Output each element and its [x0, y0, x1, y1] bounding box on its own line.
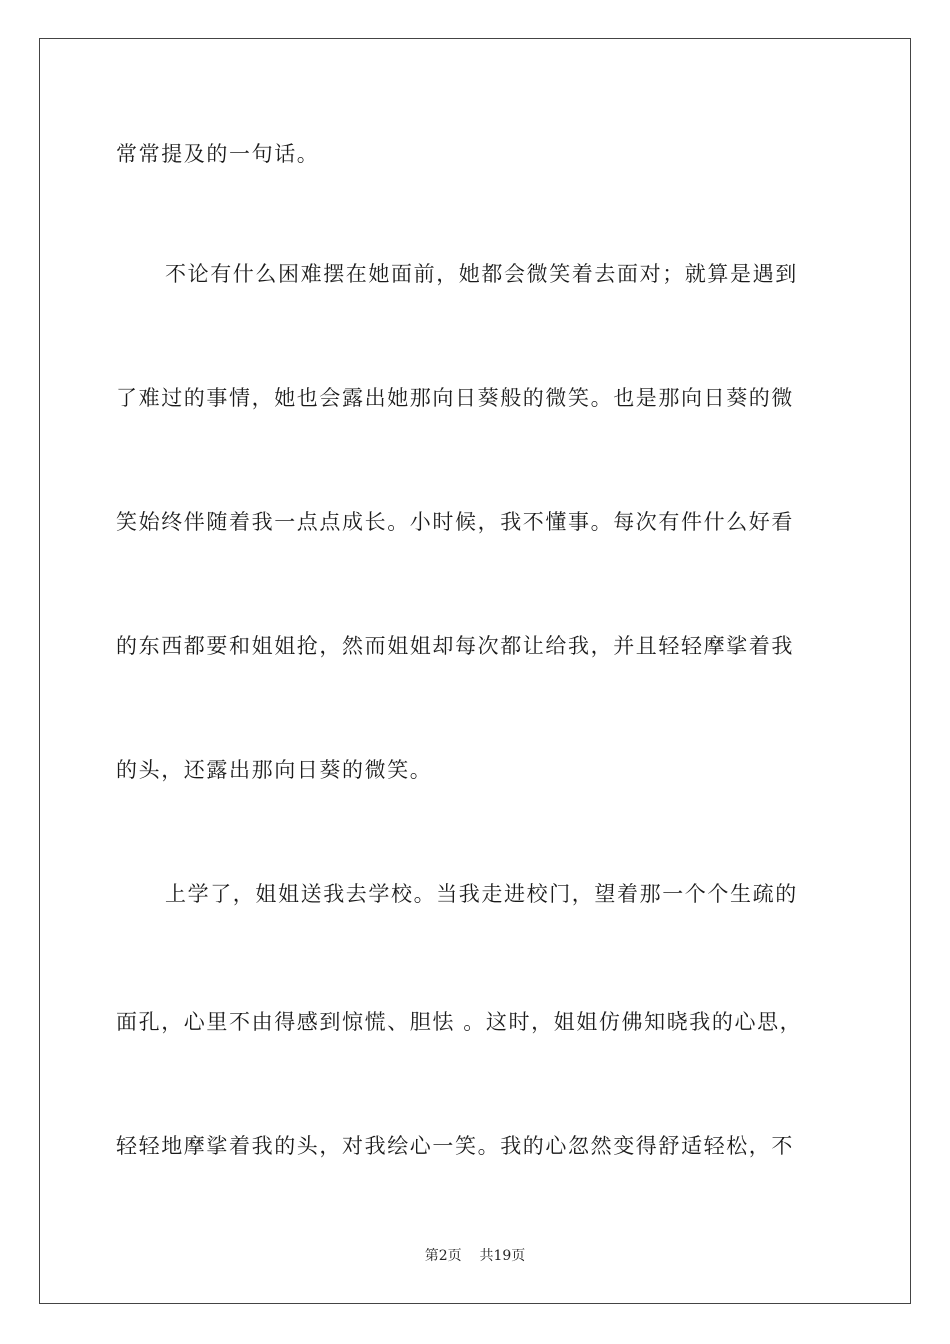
- text-line-4: 笑始终伴随着我一点点成长。小时候，我不懂事。每次有件什么好看: [116, 510, 794, 534]
- page-footer: [0, 1247, 950, 1265]
- text-line-1: 常常提及的一句话。: [116, 142, 320, 166]
- page-total: 共19页: [479, 1248, 526, 1264]
- text-line-5: 的东西都要和姐姐抢，然而姐姐却每次都让给我，并且轻轻摩挲着我: [116, 634, 794, 658]
- text-line-8: 面孔，心里不由得感到惊慌、胆怯 。这时，姐姐仿佛知晓我的心思，: [116, 1010, 803, 1034]
- text-line-2: 不论有什么困难摆在她面前，她都会微笑着去面对；就算是遇到: [165, 262, 798, 286]
- text-line-9: 轻轻地摩挲着我的头，对我绘心一笑。我的心忽然变得舒适轻松，不: [116, 1134, 794, 1158]
- page-frame: [39, 38, 911, 1304]
- text-line-6: 的头，还露出那向日葵的微笑。: [116, 758, 433, 782]
- page-number: 第2页: [424, 1248, 462, 1264]
- text-line-7: 上学了，姐姐送我去学校。当我走进校门，望着那一个个生疏的: [165, 882, 798, 906]
- text-line-3: 了难过的事情，她也会露出她那向日葵般的微笑。也是那向日葵的微: [116, 386, 794, 410]
